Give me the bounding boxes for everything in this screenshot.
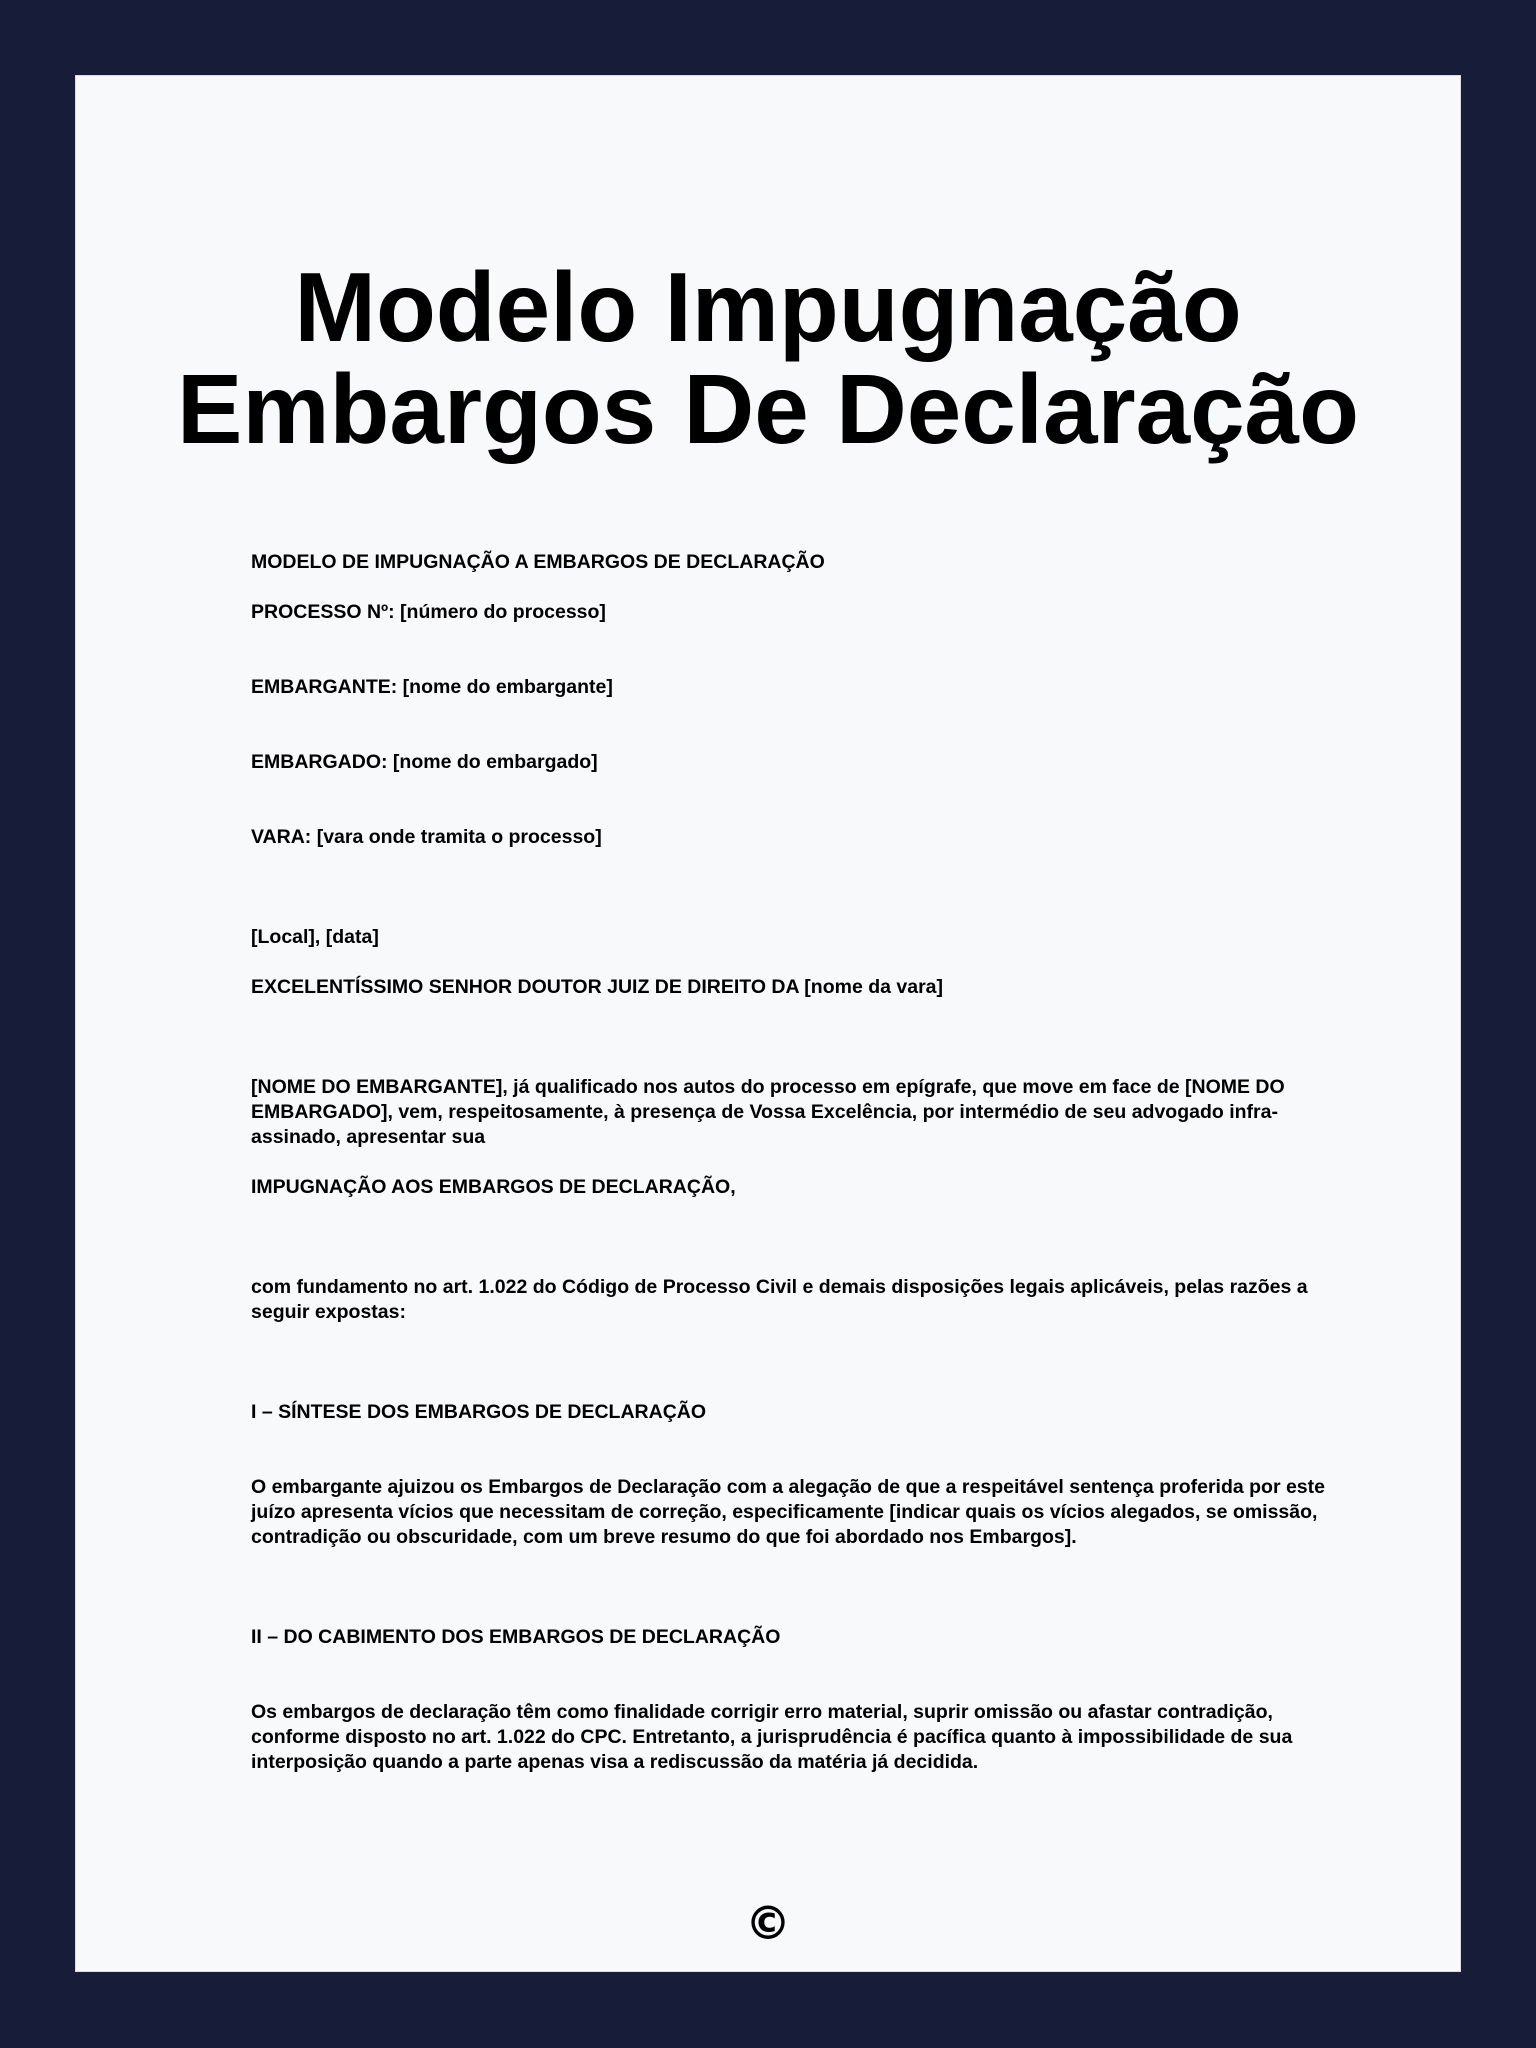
vara-field: VARA: [vara onde tramita o processo] [251,826,602,848]
section-1-paragraph: O embargante ajuizou os Embargos de Declaração com a alegação de que a respeitável sentença proferida por este juízo apresenta vícios que necessitam de correção, especificamente [indicar quais os vícios alegados, se omissão, contradição ou obscuridade, com um breve resumo do que foi abordado nos Embargos]. [251,1476,1325,1548]
document-title-line-1: Modelo Impugnação [294,252,1242,362]
document-title-line-2: Embargos De Declaração [177,354,1359,464]
embargado-field: EMBARGADO: [nome do embargado] [251,751,598,773]
copyright-icon: © [745,1896,791,1950]
document-body [251,550,1361,1775]
impugnacao-title: IMPUGNAÇÃO AOS EMBARGOS DE DECLARAÇÃO, [251,1176,736,1198]
local-data: [Local], [data] [251,926,379,948]
section-2-heading: II – DO CABIMENTO DOS EMBARGOS DE DECLARAÇÃO [251,1626,781,1648]
embargante-field: EMBARGANTE: [nome do embargante] [251,676,613,698]
processo-field: PROCESSO Nº: [número do processo] [251,601,606,623]
section-1-heading: I – SÍNTESE DOS EMBARGOS DE DECLARAÇÃO [251,1401,707,1423]
document-title [76,252,1460,464]
document-page [75,75,1461,1972]
addressee: EXCELENTÍSSIMO SENHOR DOUTOR JUIZ DE DIREITO DA [nome da vara] [251,976,943,998]
section-2-paragraph: Os embargos de declaração têm como finalidade corrigir erro material, suprir omissão ou afastar contradição, conforme disposto no art. 1.022 do CPC. Entretanto, a jurisprudência é pacífica quanto à impossibilidade de sua interposição quando a parte apenas visa a rediscussão da matéria já decidida. [251,1701,1293,1773]
fundamento-paragraph: com fundamento no art. 1.022 do Código de Processo Civil e demais disposições legais aplicáveis, pelas razões a seguir expostas: [251,1276,1308,1323]
intro-paragraph: [NOME DO EMBARGANTE], já qualificado nos autos do processo em epígrafe, que move em face de [NOME DO EMBARGADO], vem, respeitosamente, à presença de Vossa Excelência, por intermédio de seu advogado infra-assinado, apresentar sua [251,1076,1285,1148]
document-heading: MODELO DE IMPUGNAÇÃO A EMBARGOS DE DECLARAÇÃO [251,551,825,573]
